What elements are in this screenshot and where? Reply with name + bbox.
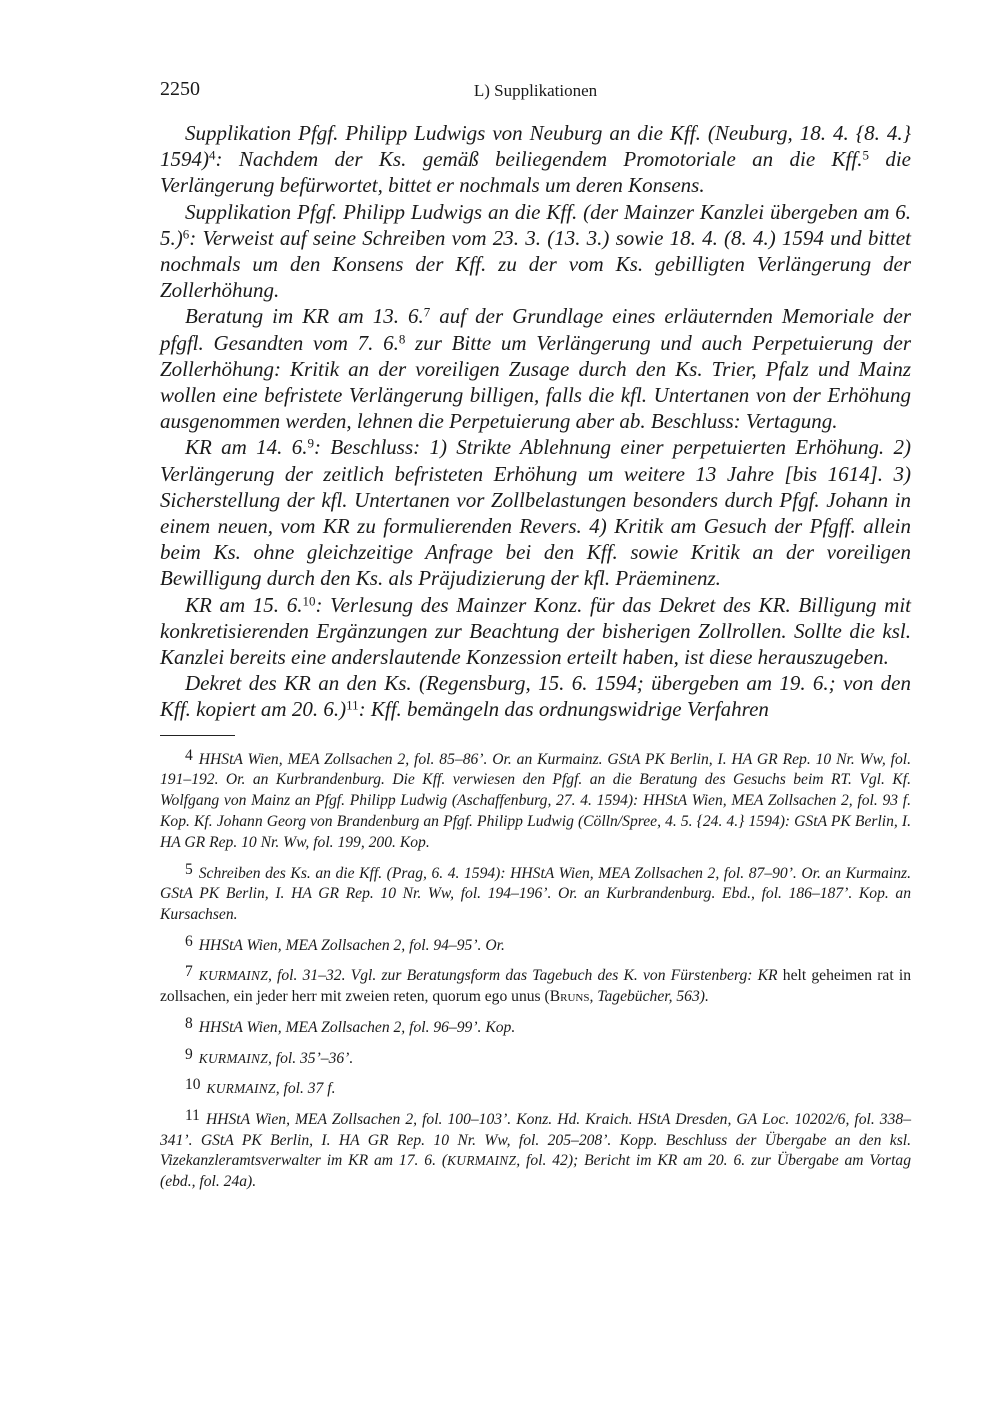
footnote-reference: 7 [423,304,431,320]
page-number: 2250 [160,78,200,100]
text-segment: , fol. 31–32. Vgl. zur Beratungsform das Tagebuch des K. von Fürstenberg: KR [267,967,783,985]
author-name: Bruns [549,988,590,1006]
text-segment: Schreiben des Ks. an die Kff. (Prag, 6. 4. 1594): HHStA Wien, MEA Zollsachen 2, fol. 87–90’. Or. an Kurmainz. GStA PK Berlin, I. HA GR Rep. 10 Nr. Ww, fol. 194–196’. Or. an Kurbrandenburg. Ebd., fol. 186–187’. Kop. an Kursachsen. [160,864,911,923]
text-segment: , fol. 35’–36’. [267,1049,354,1067]
text-segment: HHStA Wien, MEA Zollsachen 2, fol. 100–103’. Konz. Hd. Kraich. HStA Dresden, GA Loc. 10202/6, fol. 338–341’. GStA PK Berlin, I. HA GR Rep. 10 Nr. Ww, fol. 205–208’. Kopp. Beschluss der Übergabe an den ksl. Vizekanzleramtsverwalter im KR am 17. 6. ( [160,1110,911,1170]
page-header [160,78,911,108]
text-segment: zur Bitte um Verlängerung und auch Perpetuierung der Zollerhöhung: Kritik an der voreiligen Zusage durch den Ks. Trier, Pfalz und Mainz wollen eine befristete Verlängerung billigen, falls die kfl. Untertanen von der Erhöhung ausgenommen werden, lehnen die Perpetuierung aber ab. Beschluss: Vertagung. [160,330,911,434]
text-segment: : Verweist auf seine Schreiben vom 23. 3. (13. 3.) sowie 18. 4. (8. 4.) 1594 und bittet nochmals um den Konsens der Kff. zu der vom Ks. gebilligten Verlängerung der Zollerhöhung. [160,225,911,303]
text-segment: HHStA Wien, MEA Zollsachen 2, fol. 94–95’. Or. [198,936,505,954]
text-segment: : Nachdem der Ks. gemäß beiliegendem Promotoriale an die Kff. [215,147,863,172]
footnote [160,1075,911,1100]
text-segment: , Tagebücher, 563). [589,988,709,1006]
footnote-number: 7 [185,963,193,981]
footnote [160,746,911,854]
archive-abbreviation: KURMAINZ [206,1081,276,1097]
running-head: L) Supplikationen [473,81,598,100]
footnote-number: 6 [185,932,193,950]
body-paragraph [160,199,911,304]
footnote-number: 10 [185,1076,201,1094]
body-paragraph [160,434,911,591]
text-segment: , fol. 37 f. [275,1080,336,1098]
text-segment: Beratung im KR am 13. 6. [185,304,424,329]
body-paragraph [160,120,911,199]
archive-abbreviation: KURMAINZ [198,968,268,984]
footnote [160,1106,911,1193]
footnote [160,1014,911,1039]
body-paragraph [160,670,911,722]
text-segment: : Verlesung des Mainzer Konz. für das Dekret des KR. Billigung mit konkretisierenden Ergänzungen zur Beachtung der bisherigen Zollrollen. Sollte die ksl. Kanzlei bereits eine anderslautende Konzession erteilt haben, ist diese herauszugeben. [160,592,912,670]
footnote-number: 9 [185,1045,193,1063]
text-segment: , fol. 42); Bericht im KR am 20. 6. zur Übergabe am Vortag (ebd., fol. 24a). [160,1152,912,1191]
text-segment: Supplikation Pfgf. Philipp Ludwigs an die Kff. (der Mainzer Kanzlei übergeben am 6. 5.) [160,199,911,250]
text-segment: KR am 15. 6. [185,592,303,617]
footnote-number: 11 [185,1106,200,1124]
text-segment: HHStA Wien, MEA Zollsachen 2, fol. 85–86’. Or. an Kurmainz. GStA PK Berlin, I. HA GR Rep. 10 Nr. Ww, fol. 191–192. Or. an Kurbrandenburg. Die Kff. verwiesen den Pfgf. an die Beratung des Gesuchs beim RT. Vgl. Kf. Wolfgang von Mainz an Pfgf. Philipp Ludwig (Aschaffenburg, 27. 4. 1594): HHStA Wien, MEA Zollsachen 2, fol. 93 f. Kop. Kf. Johann Georg von Brandenburg an Pfgf. Philipp Ludwig (Cölln/Spree, 4. 5. {24. 4.} 1594): GStA PK Berlin, I. HA GR Rep. 10 Nr. Ww, fol. 199, 200. Kop. [160,750,911,851]
footnote [160,1045,911,1070]
footnote-reference: 8 [398,331,406,347]
text-segment: auf der Grundlage eines erläuternden Memoriale der pfgfl. Gesandten vom 7. 6. [160,304,911,355]
footnote-reference: 6 [182,226,190,242]
text-segment: : Beschluss: 1) Strikte Ablehnung einer perpetuierten Erhöhung. 2) Verlängerung der zeitlich befristeten Erhöhung um weitere 13 Jahre [bis 1614]. 3) Sicherstellung der kfl. Untertanen vor Zollbelastungen besonders durch Pfgf. Johann in einem neuen, vom KR zu formulierenden Revers. 4) Kritik am Gesuch der Pfgff. allein beim Ks. ohne gleichzeitige Anfrage bei den Kff. sowie Kritik an der voreiligen Bewilligung durch den Ks. als Präjudizierung der kfl. Präeminenz. [160,435,911,591]
footnote-number: 5 [185,860,193,878]
footnote-reference: 10 [302,593,316,609]
footnote-reference: 4 [209,147,216,163]
footnote-number: 8 [185,1014,193,1032]
document-page [160,78,911,1199]
text-segment: : Kff. bemängeln das ordnungswidrige Verfahren [358,697,769,722]
footnote-number: 4 [185,746,193,764]
text-segment: Dekret des KR an den Ks. (Regensburg, 15. 6. 1594; übergeben am 19. 6.; von den Kff. kopiert am 20. 6.) [160,671,911,722]
body-paragraph [160,592,911,671]
archive-abbreviation: KURMAINZ [198,1050,268,1066]
footnotes [160,746,911,1193]
footnote-divider [160,735,235,736]
text-segment: HHStA Wien, MEA Zollsachen 2, fol. 96–99’. Kop. [198,1018,516,1036]
footnote-reference: 5 [862,147,869,163]
footnote [160,962,911,1007]
text-segment: die Verlängerung befürwortet, bittet er nochmals um deren Konsens. [160,147,911,198]
footnote [160,932,911,957]
quoted-source-text: helt geheimen rat in zollsachen, ein jeder herr mit zweien reten, quorum ego unus ( [160,967,911,1006]
text-segment: KR am 14. 6. [185,435,308,460]
footnote-reference: 11 [346,697,359,713]
footnote-reference: 9 [307,435,314,451]
main-text [160,120,911,723]
archive-abbreviation: KURMAINZ [447,1153,517,1169]
footnote [160,860,911,926]
text-segment: Supplikation Pfgf. Philipp Ludwigs von Neuburg an die Kff. (Neuburg, 18. 4. {8. 4.} 1594) [160,121,911,172]
body-paragraph [160,303,911,434]
